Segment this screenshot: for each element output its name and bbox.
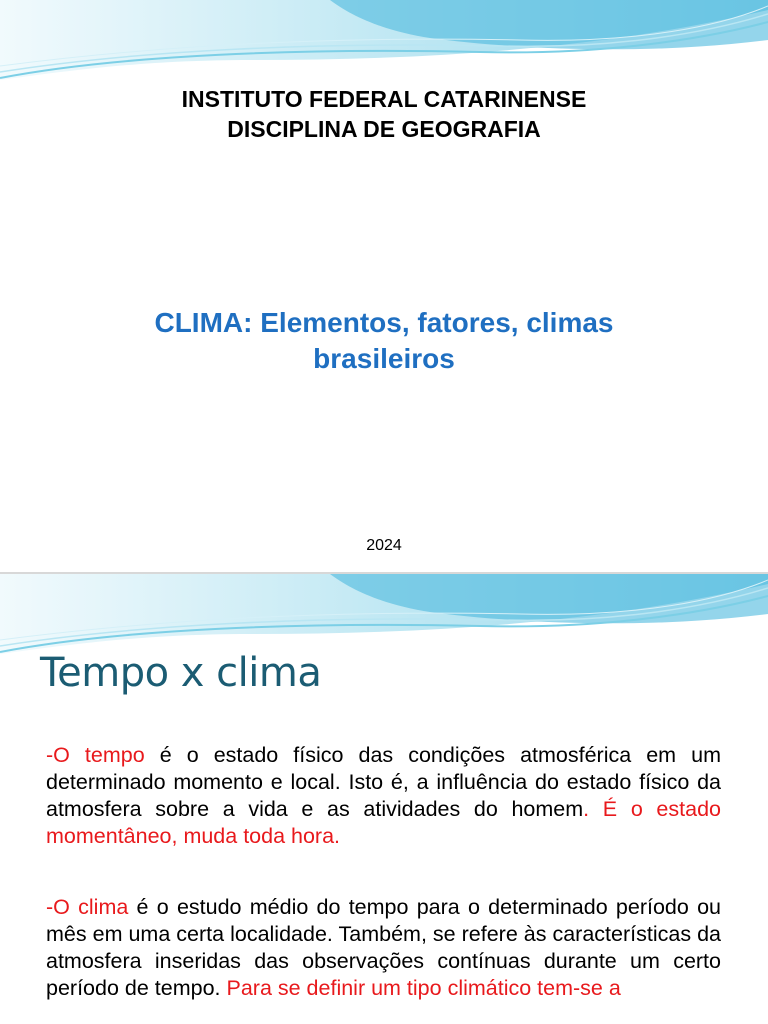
highlight-text: Para se definir um tipo climático tem-se a	[226, 976, 621, 1000]
term-tempo: O tempo	[53, 743, 145, 767]
slide-2	[0, 574, 768, 1024]
wave-header-decoration	[0, 0, 768, 90]
paragraph-prefix: -	[46, 743, 54, 767]
paragraph-body: é o estudo médio do tempo para o determinado período ou mês em uma certa localidade. Também, se refere às características da atmosfera inseridas das observações contínuas durante um certo período de tempo.	[46, 895, 721, 1000]
presentation-title	[60, 305, 708, 377]
paragraph-clima	[46, 894, 721, 1002]
presentation-title-line1: CLIMA: Elementos, fatores, climas	[154, 307, 614, 338]
paragraph-body: é o estado físico das condições atmosférica em um determinado momento e local. Isto é, a influência do estado físico da atmosfera sobre a vida e as atividades do homem	[46, 743, 721, 821]
presentation-title-line2: brasileiros	[313, 343, 455, 374]
highlight-text: . É o estado momentâneo, muda toda hora.	[46, 797, 721, 848]
institution-header	[0, 84, 768, 144]
slide-title: Tempo x clima	[40, 650, 322, 696]
paragraph-tempo	[46, 742, 721, 850]
paragraph-prefix: -	[46, 895, 54, 919]
term-clima: O clima	[53, 895, 129, 919]
institution-name: INSTITUTO FEDERAL CATARINENSE	[181, 86, 587, 112]
discipline-name: DISCIPLINA DE GEOGRAFIA	[227, 116, 541, 142]
presentation-year: 2024	[366, 537, 402, 554]
